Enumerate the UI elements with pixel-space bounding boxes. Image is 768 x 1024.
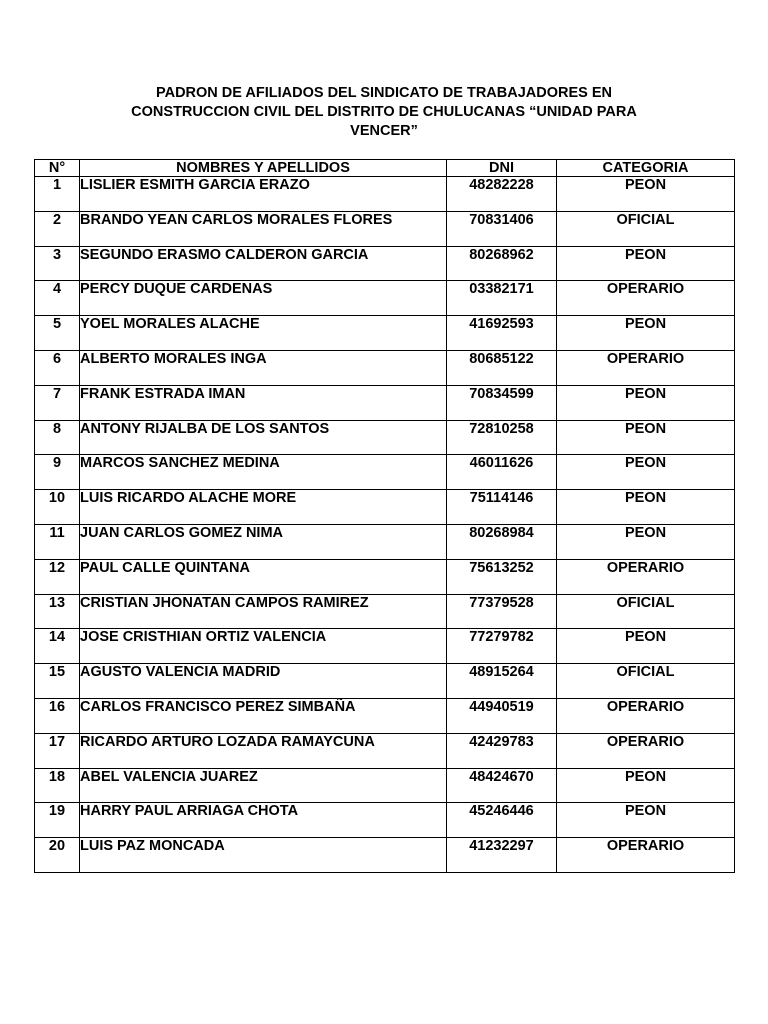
table-row [35,246,735,281]
table-row [35,281,735,316]
table-row [35,177,735,212]
row-number: 12 [35,559,80,594]
row-number: 20 [35,838,80,873]
row-number: 3 [35,246,80,281]
member-name: JUAN CARLOS GOMEZ NIMA [80,524,447,559]
member-name: CARLOS FRANCISCO PEREZ SIMBAÑA [80,698,447,733]
document-title [100,84,668,141]
member-name: MARCOS SANCHEZ MEDINA [80,455,447,490]
row-number: 5 [35,316,80,351]
member-category: PEON [557,768,735,803]
member-dni: 77379528 [447,594,557,629]
row-number: 18 [35,768,80,803]
member-category: OFICIAL [557,594,735,629]
row-number: 1 [35,177,80,212]
header-category: CATEGORIA [557,160,735,177]
member-name: LUIS RICARDO ALACHE MORE [80,490,447,525]
member-dni: 77279782 [447,629,557,664]
member-dni: 80685122 [447,350,557,385]
member-name: HARRY PAUL ARRIAGA CHOTA [80,803,447,838]
member-name: YOEL MORALES ALACHE [80,316,447,351]
member-dni: 44940519 [447,698,557,733]
table-row [35,490,735,525]
table-row [35,524,735,559]
row-number: 19 [35,803,80,838]
member-category: OPERARIO [557,698,735,733]
member-dni: 75613252 [447,559,557,594]
member-category: OPERARIO [557,559,735,594]
table-row [35,803,735,838]
header-name: NOMBRES Y APELLIDOS [80,160,447,177]
member-dni: 48424670 [447,768,557,803]
member-category: PEON [557,455,735,490]
member-dni: 75114146 [447,490,557,525]
row-number: 2 [35,211,80,246]
table-row [35,594,735,629]
title-line-2: CONSTRUCCION CIVIL DEL DISTRITO DE CHULUCANAS “UNIDAD PARA [131,104,637,120]
member-name: ANTONY RIJALBA DE LOS SANTOS [80,420,447,455]
member-name: FRANK ESTRADA IMAN [80,385,447,420]
member-name: ALBERTO MORALES INGA [80,350,447,385]
member-dni: 70834599 [447,385,557,420]
member-category: OPERARIO [557,281,735,316]
member-name: PERCY DUQUE CARDENAS [80,281,447,316]
member-name: ABEL VALENCIA JUAREZ [80,768,447,803]
header-dni: DNI [447,160,557,177]
member-dni: 70831406 [447,211,557,246]
table-row [35,629,735,664]
member-name: AGUSTO VALENCIA MADRID [80,664,447,699]
member-name: PAUL CALLE QUINTANA [80,559,447,594]
member-dni: 41232297 [447,838,557,873]
row-number: 16 [35,698,80,733]
member-category: PEON [557,177,735,212]
row-number: 17 [35,733,80,768]
member-name: LUIS PAZ MONCADA [80,838,447,873]
member-category: PEON [557,629,735,664]
member-name: SEGUNDO ERASMO CALDERON GARCIA [80,246,447,281]
header-number: N° [35,160,80,177]
table-header-row [35,160,735,177]
row-number: 15 [35,664,80,699]
member-dni: 03382171 [447,281,557,316]
row-number: 8 [35,420,80,455]
member-dni: 45246446 [447,803,557,838]
member-category: OPERARIO [557,350,735,385]
member-category: PEON [557,385,735,420]
member-dni: 46011626 [447,455,557,490]
member-category: PEON [557,524,735,559]
member-category: PEON [557,316,735,351]
row-number: 6 [35,350,80,385]
table-row [35,664,735,699]
member-name: LISLIER ESMITH GARCIA ERAZO [80,177,447,212]
table-row [35,350,735,385]
member-category: PEON [557,490,735,525]
members-table [34,159,735,873]
member-category: PEON [557,246,735,281]
row-number: 7 [35,385,80,420]
row-number: 13 [35,594,80,629]
member-dni: 48282228 [447,177,557,212]
member-dni: 72810258 [447,420,557,455]
table-row [35,559,735,594]
member-dni: 48915264 [447,664,557,699]
row-number: 11 [35,524,80,559]
member-category: OPERARIO [557,838,735,873]
member-category: PEON [557,420,735,455]
member-name: BRANDO YEAN CARLOS MORALES FLORES [80,211,447,246]
member-name: JOSE CRISTHIAN ORTIZ VALENCIA [80,629,447,664]
row-number: 14 [35,629,80,664]
member-category: PEON [557,803,735,838]
member-category: OFICIAL [557,664,735,699]
member-dni: 41692593 [447,316,557,351]
member-dni: 80268984 [447,524,557,559]
table-row [35,316,735,351]
member-dni: 80268962 [447,246,557,281]
member-name: CRISTIAN JHONATAN CAMPOS RAMIREZ [80,594,447,629]
table-row [35,455,735,490]
table-row [35,768,735,803]
member-category: OFICIAL [557,211,735,246]
title-line-1: PADRON DE AFILIADOS DEL SINDICATO DE TRABAJADORES EN [156,85,612,101]
row-number: 10 [35,490,80,525]
row-number: 4 [35,281,80,316]
table-row [35,385,735,420]
row-number: 9 [35,455,80,490]
table-row [35,211,735,246]
table-row [35,420,735,455]
table-row [35,838,735,873]
title-line-3: VENCER” [350,123,418,139]
table-row [35,733,735,768]
member-dni: 42429783 [447,733,557,768]
member-category: OPERARIO [557,733,735,768]
member-name: RICARDO ARTURO LOZADA RAMAYCUNA [80,733,447,768]
table-row [35,698,735,733]
